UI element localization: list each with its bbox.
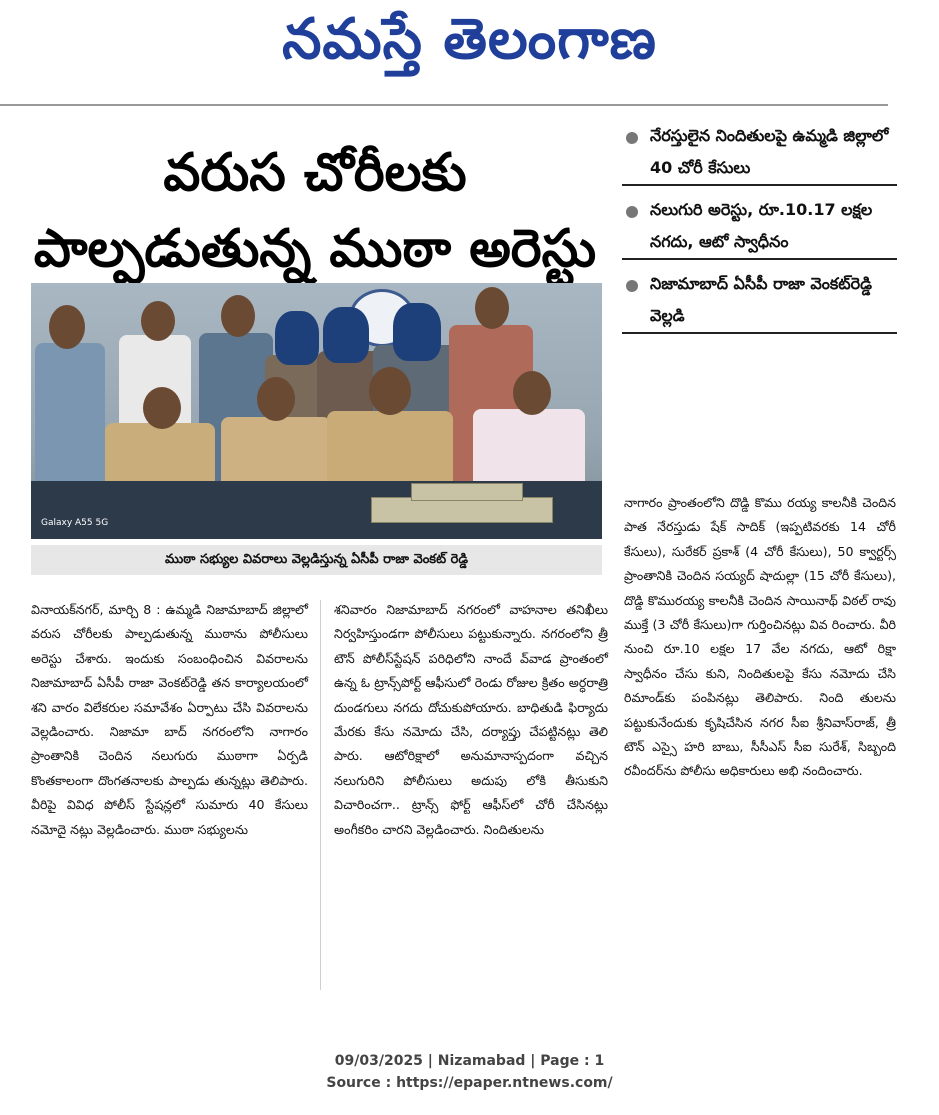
highlight-item: నేరస్తులైన నిందితులపై ఉమ్మడి జిల్లాలో 40 చోరీ కేసులు bbox=[622, 120, 897, 186]
person-head bbox=[221, 295, 255, 337]
photo-caption: ముఠా సభ్యుల వివరాలు వెల్లడిస్తున్న ఏసీపీ రాజా వెంకట్ రెడ్డి bbox=[31, 545, 602, 575]
headline-line-1: వరుస చోరీలకు bbox=[163, 143, 467, 203]
person-head bbox=[475, 287, 509, 329]
face-mask bbox=[275, 311, 319, 365]
masthead bbox=[0, 0, 939, 98]
highlights-list bbox=[622, 120, 897, 342]
person-head bbox=[257, 377, 295, 421]
headline bbox=[20, 135, 610, 287]
article-column-1: వినాయక్‌నగర్, మార్చి 8 : ఉమ్మడి నిజామాబాద్ జిల్లాలో వరుస చోరీలకు పాల్పడుతున్న ముఠాను పోలీసులు అరెస్టు చేశారు. ఇందుకు సంబంధించిన వివరాలను నిజామాబాద్ ఏసీపీ రాజా వెంకట్‌రెడ్డి తన కార్యాలయంలో శని వారం విలేకరుల సమావేశం ఏర్పాటు చేసి వివరాలను వెల్లడించారు. నిజామా బాద్ నగరంలోని నాగారం ప్రాంతానికి చెందిన నలుగురు ముఠాగా ఏర్పడి కొంతకాలంగా దొంగతనాలకు పాల్పడు తున్నట్లు తెలిపారు. వీరిపై వివిధ పోలీస్ స్టేషన్లలో సుమారు 40 కేసులు నమోదై నట్లు వెల్లడించారు. ముఠా సభ్యులను bbox=[31, 602, 308, 837]
masthead-title: నమస్తే తెలంగాణ bbox=[282, 6, 657, 72]
seized-cash bbox=[411, 483, 523, 501]
footer-source: Source : https://epaper.ntnews.com/ bbox=[326, 1075, 613, 1091]
bullet-dot bbox=[626, 132, 638, 144]
person-head bbox=[143, 387, 181, 429]
article-column-3: నాగారం ప్రాంతంలోని దొడ్డి కొము రయ్య కాలనీకి చెందిన పాత నేరస్తుడు షేక్ సాదిక్ (ఇప్పటివరకు 14 చోరీ కేసులు), సురేకర్ ప్రకాశ్ (4 చోరీ కేసులు), 50 క్వార్టర్స్ ప్రాంతానికి చెందిన సయ్యద్ షాదుల్లా (15 చోరీ కేసులు), దొడ్డి కొమురయ్య కాలనీకి చెందిన సాయినాథ్ విఠల్ రావు ముక్తే (3 చోరీ కేసులు)గా గుర్తించినట్లు వివ రించారు. వీరి నుంచి రూ.10 లక్షల 17 వేల నగదు, ఆటో రిక్షా స్వాధీనం చేసు కుని, నిందితులపై కేసు నమోదు చేసి రిమాండ్‌కు పంపినట్లు తెలిపారు. నింది తులను పట్టుకునేందుకు కృషిచేసిన నగర సీఐ శ్రీనివాస్‌రాజ్, త్రీ టౌన్ ఎస్సై హరి బాబు, సీసీఎస్ సీఐ సురేశ్, సిబ్బంది రవీందర్‌ను పోలీసు అధికారులు అభి నందించారు. bbox=[624, 495, 896, 779]
highlight-item: నిజామాబాద్ ఏసీపీ రాజా వెంకట్‌రెడ్డి వెల్లడి bbox=[622, 268, 897, 334]
masthead-divider bbox=[0, 104, 888, 106]
footer-dateline: 09/03/2025 | Nizamabad | Page : 1 bbox=[334, 1053, 605, 1069]
bullet-dot bbox=[626, 206, 638, 218]
photo-credit: Galaxy A55 5G bbox=[41, 518, 109, 528]
person-head bbox=[369, 367, 411, 415]
person-head bbox=[513, 371, 551, 415]
news-photo bbox=[31, 283, 602, 539]
column-divider bbox=[320, 600, 321, 990]
person-standing bbox=[35, 343, 105, 493]
person-head bbox=[49, 305, 85, 349]
bullet-dot bbox=[626, 280, 638, 292]
article-column-2: శనివారం నిజామాబాద్ నగరంలో వాహనాల తనిఖీలు నిర్వహిస్తుండగా పోలీసులు పట్టుకున్నారు. నగరంలోని త్రీ టౌన్ పోలీస్‌స్టేషన్ పరిధిలోని నాందే వ్‌వాడ ప్రాంతంలో ఉన్న ఓ ట్రాన్స్‌పోర్ట్ ఆఫీసులో రెండు రోజుల క్రితం అర్ధరాత్రి దుండగులు నగదు దోచుకుపోయారు. బాధితుడి ఫిర్యాదు మేరకు కేసు నమోదు చేసి, దర్యాప్తు చేపట్టినట్లు తెలి పారు. ఆటోరిక్షాలో అనుమానాస్పదంగా వచ్చిన నలుగురిని పోలీసులు అదుపు లోకి తీసుకుని విచారించగా.. ట్రాన్స్ ఫోర్ట్ ఆఫీస్‌లో చోరీ చేసినట్లు అంగీకరిం చారని వెల్లడించారు. నిందితులను bbox=[334, 602, 608, 837]
face-mask bbox=[393, 303, 441, 361]
highlight-item: నలుగురి అరెస్టు, రూ.10.17 లక్షల నగదు, ఆటో స్వాధీనం bbox=[622, 194, 897, 260]
person-head bbox=[141, 301, 175, 341]
headline-line-2: పాల్పడుతున్న ముఠా అరెస్టు bbox=[33, 219, 597, 279]
face-mask bbox=[323, 307, 369, 363]
